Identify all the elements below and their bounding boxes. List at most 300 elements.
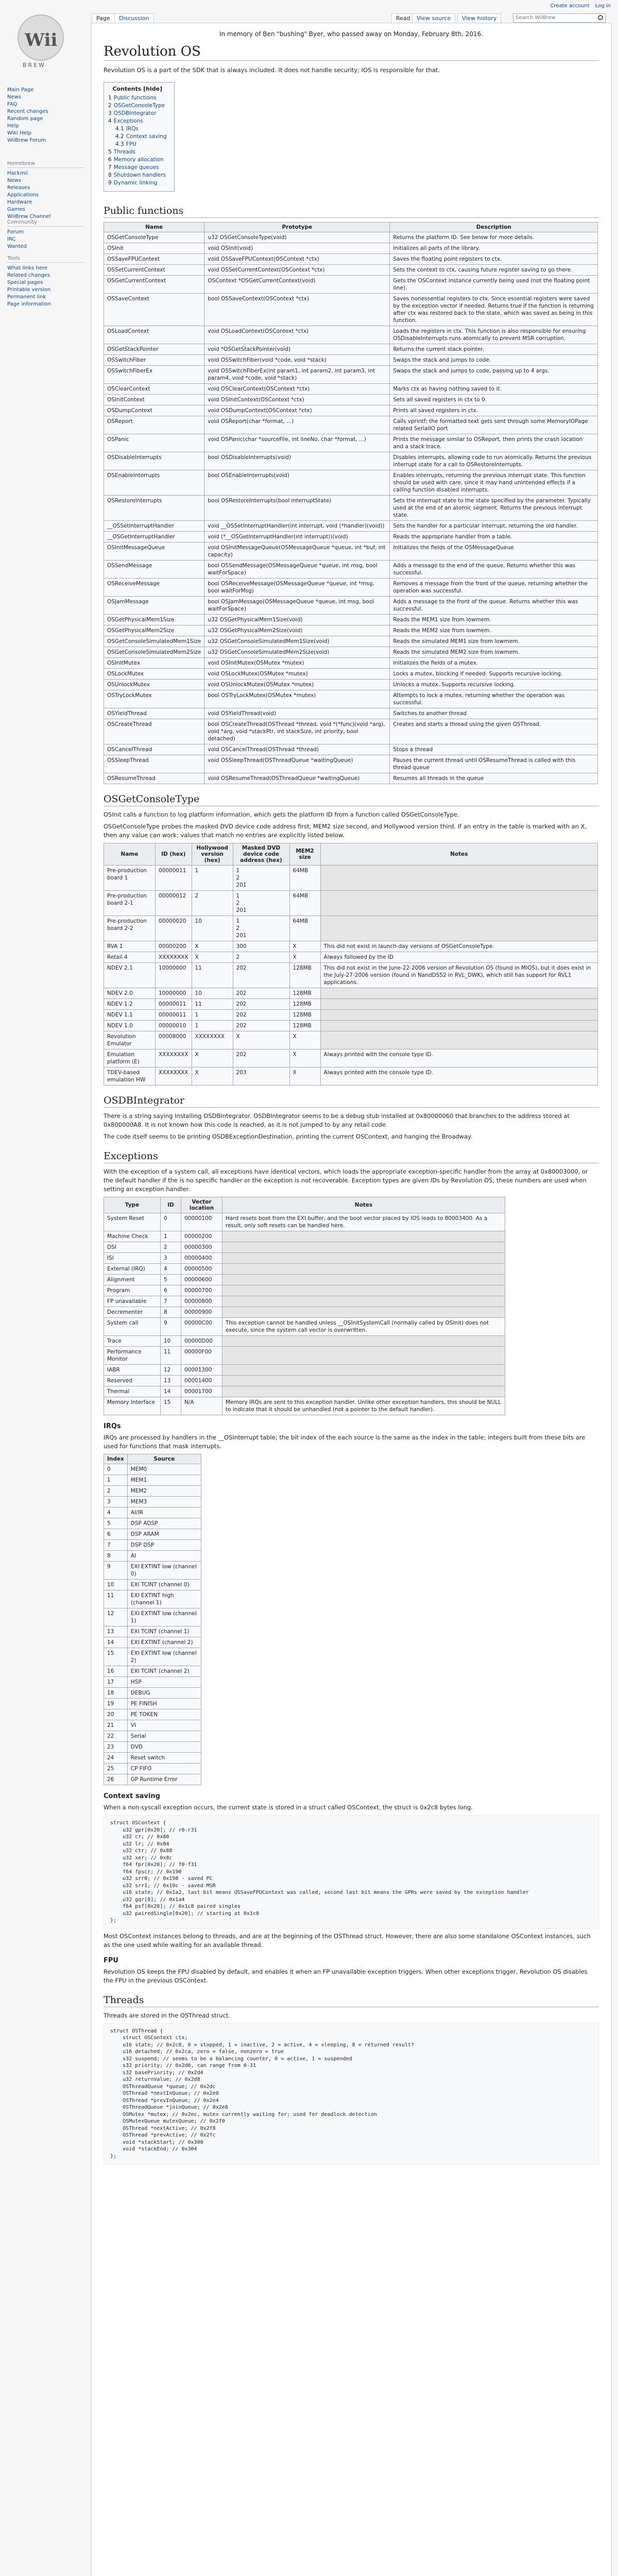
column-header: Vector location — [181, 1197, 222, 1213]
table-row — [104, 1253, 505, 1264]
table-row — [104, 1637, 201, 1648]
tab-discussion[interactable]: Discussion — [114, 13, 154, 23]
table-cell: 1 2 201 — [233, 916, 289, 941]
toc-title[interactable]: Contents [hide] — [112, 86, 163, 92]
sidebar-community-link[interactable]: IRC — [7, 236, 16, 242]
context-heading: Context saving — [104, 1792, 160, 1800]
console-type-p2: OSGetConsoleType probes the masked DVD device code address first, MEM2 size second, and Hollywood version third. If an entry in the table is marked with an X, then any value can work; values that match no entries are explicitly listed below. — [104, 823, 587, 839]
table-cell: OSContext *OSGetCurrentContext(void) — [204, 276, 390, 294]
toc-link[interactable]: OSDBIntegrator — [113, 110, 157, 116]
table-row — [104, 243, 598, 254]
toc-number: 4 — [108, 118, 112, 124]
table-cell: OSJamMessage — [104, 597, 204, 615]
toc-item[interactable] — [108, 125, 167, 133]
table-cell: void OSSwitchFiber(void *code, void *stack) — [204, 355, 390, 366]
table-cell: 6 — [104, 1529, 128, 1540]
toc-link[interactable]: OSGetConsoleType — [113, 103, 165, 109]
table-header-row — [104, 1454, 201, 1464]
table-cell: 2 — [104, 1486, 128, 1497]
toc-link[interactable]: Message queues — [113, 164, 159, 171]
table-cell: void OSSaveFPUContext(OSContext *ctx) — [204, 254, 390, 265]
toc-item[interactable] — [108, 164, 167, 172]
sidebar-tools-link[interactable]: Page information — [7, 301, 52, 307]
table-row — [104, 496, 598, 521]
sidebar-nav-link[interactable]: Wiki Help — [7, 130, 31, 136]
table-cell — [222, 1307, 505, 1318]
table-cell: Saves the floating point registers to ctx. — [390, 254, 598, 265]
sidebar-tools-link[interactable]: What links here — [7, 265, 48, 271]
table-cell: Serial — [127, 1731, 201, 1742]
table-cell: void OSInitContext(OSContext *ctx) — [204, 395, 390, 405]
sidebar-nav-item[interactable] — [7, 123, 84, 130]
table-row — [104, 1031, 598, 1049]
table-row — [104, 1626, 201, 1637]
table-cell: void OSClearContext(OSContext *ctx) — [204, 384, 390, 395]
column-header: Notes — [222, 1197, 505, 1213]
table-cell: 20 — [104, 1709, 128, 1720]
table-cell: Sets the interrupt state to the state specified by the parameter. Typically used at the end of an atomic segment. Returns the previous interrupt state. — [390, 496, 598, 521]
table-cell: 00000011 — [156, 1010, 192, 1021]
table-cell: Memory IRQs are sent to this exception handler. Unlike other exception handlers, this should be NULL to indicate that it should be unhandled (not a pointer to the default handler). — [222, 1397, 505, 1415]
table-cell: 6 — [161, 1285, 181, 1296]
table-cell: 202 — [233, 1010, 289, 1021]
table-cell: Calls vprintf; the formatted text gets sent through some MemoryIOPage related SerialIO port — [390, 416, 598, 434]
sidebar-tools-item[interactable] — [7, 265, 84, 272]
sidebar-homebrew-link[interactable]: Hardware — [7, 199, 32, 205]
table-cell: System call — [104, 1318, 161, 1336]
sidebar-tools-link[interactable]: Special pages — [7, 280, 43, 285]
toc-item[interactable] — [108, 117, 167, 125]
table-cell: Sets the context to ctx, causing future register saving to go there. — [390, 265, 598, 276]
sidebar-nav-link[interactable]: Random page — [7, 116, 43, 122]
dbintegrator-p1: There is a string saying Installing OSDBIntegrator. OSDBIntegrator seems to be a debug stub installed at 0x80000060 that branches to the address stored at 0x800000A8. It is not known how this code is reached, as it is not jumped to by any retail code. — [104, 1112, 570, 1128]
table-cell: __OSSetInterruptHandler — [104, 521, 204, 532]
column-header: Notes — [320, 843, 597, 866]
table-row — [104, 1497, 201, 1507]
table-cell: Hard resets boot from the EXI buffer, and the boot vector placed by IOS leads to 80003400. As a result, only soft resets can be handled here. — [222, 1213, 505, 1231]
table-cell: EXI EXTINT (channel 2) — [127, 1637, 201, 1648]
table-cell: 8 — [161, 1307, 181, 1318]
column-header: Index — [104, 1454, 128, 1464]
table-cell — [320, 891, 597, 916]
table-cell: 21 — [104, 1720, 128, 1731]
table-cell: void OSDumpContext(OSContext *ctx) — [204, 405, 390, 416]
sidebar-tools-item[interactable] — [7, 286, 84, 294]
sidebar-community-item[interactable] — [7, 229, 84, 236]
table-cell — [222, 1275, 505, 1285]
sidebar-homebrew-link[interactable]: WiiBrew Channel — [7, 214, 51, 219]
table-cell — [222, 1285, 505, 1296]
table-row — [104, 1021, 598, 1031]
toc-item[interactable] — [108, 133, 167, 141]
table-cell: OSEnableInterrupts — [104, 470, 204, 496]
column-header: Hollywood version (hex) — [192, 843, 233, 866]
column-header: Type — [104, 1197, 161, 1213]
table-cell: 00000D00 — [181, 1336, 222, 1347]
table-cell: EXI TCINT (channel 2) — [127, 1666, 201, 1677]
search-placeholder: Search WiiBrew — [516, 15, 556, 21]
toc-link[interactable]: IRQs — [126, 126, 139, 132]
table-row — [104, 1347, 505, 1365]
oscontext-code: struct OSContext { u32 gpr[0x20]; // r0-r31 u32 cr; // 0x80 u32 lr; // 0x84 u32 ctr; // 0x88 u32 xer; // 0x8c f64 fpr[0x20]; // f0-f31 f64 fpscr; // 0x190 u32 srr0; // 0x198 - saved PC u32 srr1; // 0x19c - saved MSR u16 state; // 0x1a2, last bit means OSSaveFPUContext was called, second last bit means the GPRs were saved by the exception handler u32 gqr[8]; // 0x1a4 f64 psf[0x20]; // 0x1c8 paired singles u32 pairedSingle[0x20]; // starting at 0x1c8 }; — [104, 1815, 599, 1929]
table-row — [104, 1213, 505, 1231]
table-cell: Returns the platform ID. See below for more details. — [390, 232, 598, 243]
table-cell: Pre-production board 2-2 — [104, 916, 156, 941]
table-cell: This did not exist in the June-22-2006 version of Revolution OS (found in MIOS), but it does exist in the July-27-2006 version (found in NandDS52 in RVL_DWK), which still has support for RVL1 applications. — [320, 963, 597, 988]
toc-item[interactable] — [108, 156, 167, 164]
table-row — [104, 344, 598, 355]
memorial-banner: In memory of Ben "bushing" Byer, who passed away on Monday, February 8th, 2016. — [219, 30, 484, 38]
table-cell: 202 — [233, 963, 289, 988]
table-cell: OSReport — [104, 416, 204, 434]
table-cell: OSGetStackPointer — [104, 344, 204, 355]
table-cell: 00000012 — [156, 891, 192, 916]
table-cell: Loads the registers in ctx. This function is also responsible for ensuring OSDisableInterrupts runs atomically to prevent MSR corruption. — [390, 326, 598, 344]
table-cell: 00001400 — [181, 1376, 222, 1386]
table-cell: GP Runtime Error — [127, 1774, 201, 1785]
table-cell: void OSYieldThread(void) — [204, 708, 390, 719]
sidebar-tools-item[interactable] — [7, 294, 84, 301]
context-p1: When a non-syscall exception occurs, the current state is stored in a struct called OSContext, the struct is 0x2c8 bytes long. — [104, 1804, 473, 1811]
table-row — [104, 1475, 201, 1486]
table-cell: 2 — [233, 952, 289, 963]
table-cell: void OSSetCurrentContext(OSContext *ctx) — [204, 265, 390, 276]
tab-view-history[interactable]: View history — [457, 13, 501, 23]
threads-heading: Threads — [104, 1994, 599, 2007]
table-cell: 2 — [192, 891, 233, 916]
table-cell: OSDumpContext — [104, 405, 204, 416]
table-cell: OSCancelThread — [104, 744, 204, 755]
console-type-heading: OSGetConsoleType — [104, 793, 599, 806]
toc-item[interactable] — [108, 102, 167, 110]
table-cell — [320, 1010, 597, 1021]
sidebar-nav-item[interactable] — [7, 137, 84, 144]
table-cell: bool OSRestoreInterrupts(bool interruptState) — [204, 496, 390, 521]
table-cell: OSGetPhysicalMem1Size — [104, 615, 204, 625]
sidebar-nav-link[interactable]: Main Page — [7, 87, 34, 93]
table-row — [104, 597, 598, 615]
sidebar-tools-item[interactable] — [7, 301, 84, 308]
table-cell: PE FINISH — [127, 1699, 201, 1709]
table-cell: 00000C00 — [181, 1318, 222, 1336]
table-cell: Creates and starts a thread using the given OSThread. — [390, 719, 598, 744]
table-cell: EXI TCINT (channel 1) — [127, 1626, 201, 1637]
tab-page[interactable]: Page — [92, 13, 115, 23]
table-cell: Adds a message to the front of the queue. Returns whether this was successful. — [390, 597, 598, 615]
toc-number: 4.3 — [115, 141, 124, 147]
tools-heading: Tools — [7, 256, 84, 263]
table-cell: OSYieldThread — [104, 708, 204, 719]
table-cell: OSLockMutex — [104, 669, 204, 680]
toc-link[interactable]: Public functions — [113, 95, 157, 101]
table-row — [104, 680, 598, 690]
table-cell: 4 — [161, 1264, 181, 1275]
sidebar-community-link[interactable]: Forum — [7, 229, 24, 235]
toc-number: 9 — [108, 180, 112, 186]
table-cell: 1 — [161, 1231, 181, 1242]
toc-item[interactable] — [108, 94, 167, 102]
table-cell: 7 — [104, 1540, 128, 1551]
table-cell: 11 — [161, 1347, 181, 1365]
table-cell — [320, 999, 597, 1010]
table-cell: EXI EXTINT low (channel 0) — [127, 1562, 201, 1580]
table-cell: Emulation platform (E) — [104, 1049, 156, 1067]
column-header: Masked DVD device code address (hex) — [233, 843, 289, 866]
toc-item[interactable] — [108, 172, 167, 179]
table-row — [104, 1753, 201, 1764]
table-cell: 4 — [104, 1507, 128, 1518]
sidebar-tools-link[interactable]: Printable version — [7, 287, 51, 293]
table-row — [104, 1242, 505, 1253]
table-row — [104, 866, 598, 891]
table-cell: void (*__OSGetInterruptHandler(int interrupt))(void) — [204, 532, 390, 543]
search-icon[interactable] — [598, 15, 603, 20]
homebrew-heading: Homebrew — [7, 161, 84, 168]
sidebar-nav-link[interactable]: Help — [7, 123, 19, 129]
table-cell — [320, 988, 597, 999]
table-cell: 14 — [161, 1386, 181, 1397]
table-cell: __OSGetInterruptHandler — [104, 532, 204, 543]
table-cell: Always followed by the ID — [320, 952, 597, 963]
table-row — [104, 1376, 505, 1386]
table-cell: 64MB — [289, 891, 320, 916]
sidebar-nav-item[interactable] — [7, 115, 84, 123]
sidebar-homebrew-link[interactable]: Releases — [7, 185, 30, 191]
table-row — [104, 452, 598, 470]
toc-link[interactable]: Shutdown handlers — [113, 172, 166, 178]
table-row — [104, 232, 598, 243]
table-cell: OSLoadContext — [104, 326, 204, 344]
table-cell: XXXXXXXX — [156, 1067, 192, 1086]
table-row — [104, 1518, 201, 1529]
table-cell: void OSCancelThread(OSThread *thread) — [204, 744, 390, 755]
toc-link[interactable]: FPU — [126, 141, 136, 147]
table-cell: 1 2 201 — [233, 866, 289, 891]
table-row — [104, 625, 598, 636]
table-cell: 00000010 — [156, 1021, 192, 1031]
table-row — [104, 1507, 201, 1518]
table-cell: MEM3 — [127, 1497, 201, 1507]
toc-number: 3 — [108, 110, 112, 116]
table-cell: Swaps the stack and jumps to code. — [390, 355, 598, 366]
sidebar-tools-item[interactable] — [7, 279, 84, 286]
table-cell — [222, 1376, 505, 1386]
sidebar-nav-item[interactable] — [7, 108, 84, 115]
sidebar-homebrew-item[interactable] — [7, 177, 84, 184]
sidebar-homebrew-item[interactable] — [7, 170, 84, 177]
toc-item[interactable] — [108, 110, 167, 117]
table-cell: OSSwitchFiber — [104, 355, 204, 366]
search-input[interactable] — [513, 13, 606, 23]
table-row — [104, 1562, 201, 1580]
column-header: Source — [127, 1454, 201, 1464]
table-cell: 15 — [104, 1648, 128, 1666]
logo-subtext: BREW — [23, 62, 46, 69]
sidebar-nav-item[interactable] — [7, 130, 84, 137]
table-row — [104, 384, 598, 395]
table-row — [104, 1307, 505, 1318]
table-cell: 1 — [192, 1021, 233, 1031]
table-cell: OSSaveFPUContext — [104, 254, 204, 265]
table-row — [104, 1397, 505, 1415]
column-header: Name — [104, 223, 204, 232]
toc-link[interactable]: Dynamic linking — [113, 180, 158, 186]
table-row — [104, 1318, 505, 1336]
table-cell: 00000200 — [181, 1231, 222, 1242]
table-cell: 3 — [161, 1253, 181, 1264]
sidebar-homebrew-link[interactable]: Applications — [7, 192, 39, 198]
table-cell: Disables interrupts, allowing code to run atomically. Returns the previous interrupt state for a call to OSRestoreInterrupts. — [390, 452, 598, 470]
sidebar-homebrew-item[interactable] — [7, 199, 84, 206]
table-row — [104, 1742, 201, 1753]
toc-link[interactable]: Context saving — [126, 133, 167, 140]
table-row — [104, 1386, 505, 1397]
table-cell: Reads the simulated MEM2 size from lowmem. — [390, 647, 598, 658]
table-cell: 00000200 — [156, 941, 192, 952]
content — [91, 23, 612, 2576]
table-cell: MEM2 — [127, 1486, 201, 1497]
table-row — [104, 1296, 505, 1307]
table-row — [104, 1580, 201, 1590]
table-cell: HSP — [127, 1677, 201, 1688]
table-cell: Unlocks a mutex. Supports recursive locking. — [390, 680, 598, 690]
sidebar-homebrew-link[interactable]: Games — [7, 207, 25, 212]
table-row — [104, 615, 598, 625]
toc-number: 5 — [108, 149, 112, 155]
table-cell: 202 — [233, 988, 289, 999]
table-cell: Thermal — [104, 1386, 161, 1397]
table-cell — [222, 1386, 505, 1397]
table-row — [104, 1486, 201, 1497]
table-cell: OSReceiveMessage — [104, 579, 204, 597]
toc-item[interactable] — [108, 148, 167, 156]
table-row — [104, 366, 598, 384]
table-cell: OSGetPhysicalMem2Size — [104, 625, 204, 636]
table-cell: 00000100 — [181, 1213, 222, 1231]
table-cell: Enables interrupts, returning the previous interrupt state. This function should be used with care, since it may hand unintended effects if a calling function disabled interrupts. — [390, 470, 598, 496]
table-cell: Prints all saved registers in ctx. — [390, 405, 598, 416]
nav-portal — [7, 87, 84, 144]
table-row — [104, 891, 598, 916]
table-cell: 12 — [161, 1365, 181, 1376]
table-cell: OSInitMutex — [104, 658, 204, 669]
table-cell: Initializes all parts of the library. — [390, 243, 598, 254]
table-cell: 128MB — [289, 988, 320, 999]
table-cell: Trace — [104, 1336, 161, 1347]
table-cell: 00000F00 — [181, 1347, 222, 1365]
sidebar-nav-link[interactable]: FAQ — [7, 101, 18, 107]
irqs-heading: IRQs — [104, 1422, 121, 1430]
sidebar-community-item[interactable] — [7, 236, 84, 243]
table-cell: 13 — [104, 1626, 128, 1637]
table-cell: 64MB — [289, 866, 320, 891]
create-account-link[interactable]: Create account — [550, 3, 590, 9]
sidebar-homebrew-link[interactable]: Hackmii — [7, 171, 28, 176]
login-link[interactable]: Log in — [595, 3, 611, 9]
table-cell: PE TOKEN — [127, 1709, 201, 1720]
table-cell: NDEV 1.1 — [104, 1010, 156, 1021]
sidebar-homebrew-link[interactable]: News — [7, 178, 22, 183]
table-cell: Pre-production board 2-1 — [104, 891, 156, 916]
sidebar-homebrew-item[interactable] — [7, 192, 84, 199]
toc-link[interactable]: Memory allocation — [113, 157, 164, 163]
table-cell: 15 — [161, 1397, 181, 1415]
table-cell: 23 — [104, 1742, 128, 1753]
toc-item[interactable] — [108, 141, 167, 148]
table-cell: bool OSTryLockMutex(OSMutex *mutex) — [204, 690, 390, 708]
sidebar-tools-item[interactable] — [7, 272, 84, 279]
toc-link[interactable]: Threads — [113, 149, 135, 155]
table-row — [104, 963, 598, 988]
sidebar-homebrew-item[interactable] — [7, 184, 84, 192]
table-cell: FP unavailable — [104, 1296, 161, 1307]
table-cell: 1 — [104, 1475, 128, 1486]
sidebar-community-link[interactable]: Wanted — [7, 244, 27, 249]
exceptions-p1: With the exception of a system call, all exceptions have identical vectors, which loads the appropriate exception-specific handler from the array at 0x80003000, or the default handler if the is no specific handler or the exception is not recoverable. Exception types are given IDs by Revolution OS; these numbers are used when setting an exception handler. — [104, 1168, 588, 1193]
table-cell: Always printed with the console type ID. — [320, 1067, 597, 1086]
table-cell: System Reset — [104, 1213, 161, 1231]
table-cell: Switches to another thread — [390, 708, 598, 719]
table-row — [104, 1709, 201, 1720]
sidebar-tools-link[interactable]: Related changes — [7, 273, 50, 278]
table-cell: OSUnlockMutex — [104, 680, 204, 690]
table-row — [104, 1464, 201, 1475]
table-cell: X — [289, 1067, 320, 1086]
sidebar-nav-item[interactable] — [7, 101, 84, 108]
table-cell: Reads the MEM1 size from lowmem. — [390, 615, 598, 625]
context-p2: Most OSContext instances belong to threads, and are at the beginning of the OSThread struct. However, there are also some standalone OSContext instances, such as the one used while waiting for an available thread. — [104, 1932, 591, 1948]
tab-read[interactable]: Read — [391, 13, 415, 23]
table-cell: 19 — [104, 1699, 128, 1709]
table-cell — [222, 1365, 505, 1376]
table-cell — [320, 866, 597, 891]
table-row — [104, 647, 598, 658]
table-cell: 10 — [192, 916, 233, 941]
table-cell: MEM1 — [127, 1475, 201, 1486]
sidebar-tools-link[interactable]: Permanent link — [7, 294, 46, 300]
exceptions-heading: Exceptions — [104, 1150, 599, 1163]
sidebar-nav-link[interactable]: Recent changes — [7, 109, 48, 114]
table-cell: 1 — [192, 1010, 233, 1021]
table-cell: bool OSSaveContext(OSContext *ctx) — [204, 294, 390, 326]
table-cell: TDEV-based emulation HW — [104, 1067, 156, 1086]
toc-item[interactable] — [108, 179, 167, 187]
table-cell: EXI EXTINT low (channel 1) — [127, 1608, 201, 1626]
tab-view-source[interactable]: View source — [412, 13, 455, 23]
column-header: MEM2 size — [289, 843, 320, 866]
table-cell: External (IRQ) — [104, 1264, 161, 1275]
table-row — [104, 1010, 598, 1021]
table-cell: NDEV 2.0 — [104, 988, 156, 999]
table-cell — [222, 1296, 505, 1307]
table-cell: OSInitContext — [104, 395, 204, 405]
sidebar-nav-link[interactable]: WiiBrew Forum — [7, 138, 46, 143]
sidebar-nav-link[interactable]: News — [7, 94, 22, 100]
table-row — [104, 1774, 201, 1785]
table-row — [104, 999, 598, 1010]
sidebar — [0, 0, 91, 2576]
sidebar-nav-item[interactable] — [7, 94, 84, 101]
table-row — [104, 719, 598, 744]
sidebar-nav-item[interactable] — [7, 87, 84, 94]
table-cell: u32 OSGetConsoleSimulatedMem1Size(void) — [204, 636, 390, 647]
toc-link[interactable]: Exceptions — [113, 118, 143, 124]
table-cell: OSSleepThread — [104, 755, 204, 773]
table-cell: Always printed with the console type ID. — [320, 1049, 597, 1067]
table-cell: This did not exist in launch-day versions of OSGetConsoleType. — [320, 941, 597, 952]
table-cell: 00000011 — [156, 999, 192, 1010]
dbintegrator-heading: OSDBIntegrator — [104, 1095, 599, 1108]
